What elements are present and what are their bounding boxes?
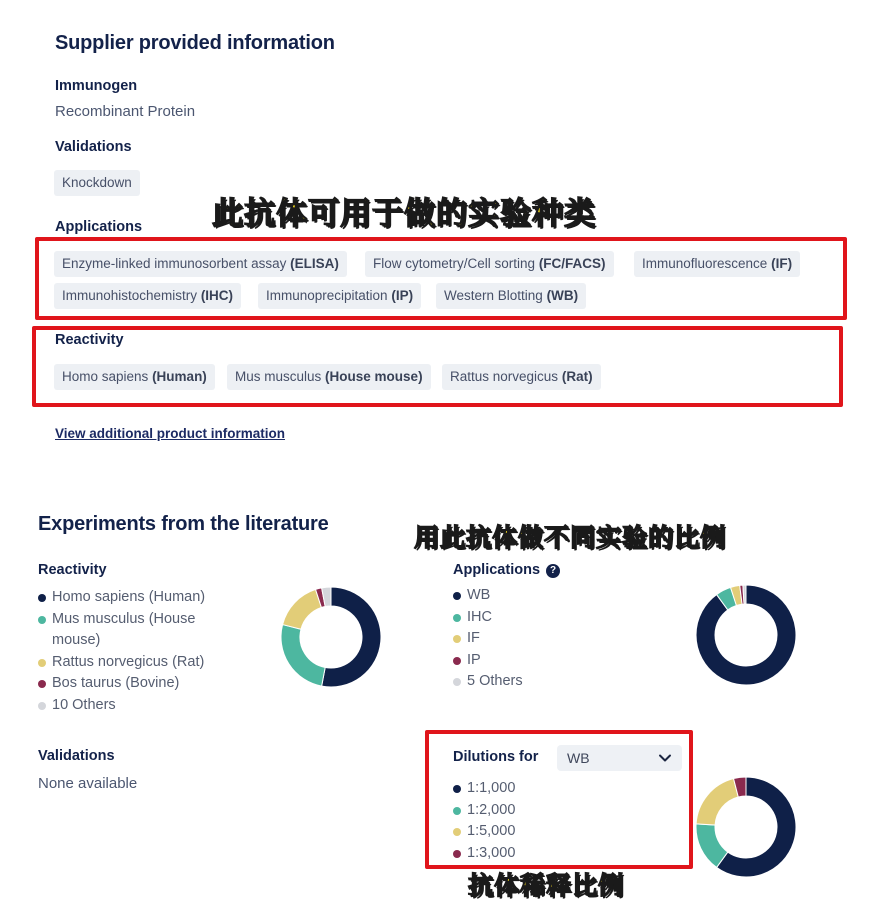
immunogen-value: Recombinant Protein bbox=[55, 103, 196, 120]
legend-item: 1:2,000 bbox=[453, 800, 613, 822]
legend-item: 1:3,000 bbox=[453, 843, 613, 865]
literature-validations-value: None available bbox=[38, 775, 138, 792]
legend-swatch bbox=[38, 680, 46, 688]
dilution-caption: 抗体稀释比例 bbox=[468, 871, 625, 900]
legend-swatch bbox=[453, 592, 461, 600]
legend-swatch bbox=[38, 616, 46, 624]
help-icon[interactable]: ? bbox=[546, 564, 560, 578]
immunogen-label: Immunogen bbox=[55, 78, 138, 94]
dilutions-select-value: WB bbox=[567, 750, 590, 766]
ratio-caption: 用此抗体做不同实验的比例 bbox=[414, 523, 727, 552]
legend-item: WB bbox=[453, 585, 613, 607]
literature-applications-label: Applications ? bbox=[453, 562, 560, 578]
legend-item: 1:1,000 bbox=[453, 778, 613, 800]
legend-item: Bos taurus (Bovine) bbox=[38, 673, 233, 695]
legend-swatch bbox=[453, 635, 461, 643]
application-tag: Immunoprecipitation (IP) bbox=[258, 283, 421, 309]
supplier-title: Supplier provided information bbox=[55, 32, 335, 54]
applications-donut-chart bbox=[695, 584, 797, 686]
legend-swatch bbox=[453, 657, 461, 665]
legend-item: IHC bbox=[453, 607, 613, 629]
legend-item: Rattus norvegicus (Rat) bbox=[38, 652, 233, 674]
literature-reactivity-label: Reactivity bbox=[38, 562, 107, 578]
legend-swatch bbox=[38, 702, 46, 710]
application-tag: Immunofluorescence (IF) bbox=[634, 251, 800, 277]
reactivity-legend bbox=[38, 587, 233, 716]
application-tag: Enzyme-linked immunosorbent assay (ELISA) bbox=[54, 251, 347, 277]
legend-item: 5 Others bbox=[453, 671, 613, 693]
dilutions-donut-chart bbox=[695, 776, 797, 878]
validations-label: Validations bbox=[55, 139, 132, 155]
donut-slice-1-5-000[interactable] bbox=[696, 779, 738, 825]
donut-slice-rattus-norvegicus-rat-[interactable] bbox=[283, 589, 322, 629]
validation-tag: Knockdown bbox=[54, 170, 140, 196]
reactivity-tag: Homo sapiens (Human) bbox=[54, 364, 215, 390]
legend-swatch bbox=[453, 614, 461, 622]
application-tag: Immunohistochemistry (IHC) bbox=[54, 283, 241, 309]
applications-caption: 此抗体可用于做的实验种类 bbox=[212, 196, 596, 232]
applications-highlight-box bbox=[35, 237, 847, 320]
legend-item: IP bbox=[453, 650, 613, 672]
reactivity-donut-chart bbox=[280, 586, 382, 688]
dilutions-highlight-box bbox=[425, 730, 693, 869]
reactivity-tag: Mus musculus (House mouse) bbox=[227, 364, 431, 390]
literature-validations-label: Validations bbox=[38, 748, 115, 764]
legend-item: IF bbox=[453, 628, 613, 650]
reactivity-label: Reactivity bbox=[55, 332, 124, 348]
applications-label: Applications bbox=[55, 219, 143, 235]
applications-legend bbox=[453, 585, 613, 693]
legend-item: Mus musculus (House mouse) bbox=[38, 609, 233, 652]
dilutions-label: Dilutions for bbox=[453, 749, 539, 765]
donut-slice-mus-musculus-house-mouse-[interactable] bbox=[281, 625, 325, 687]
view-additional-info-link[interactable]: View additional product information bbox=[55, 426, 286, 441]
legend-item: 1:5,000 bbox=[453, 821, 613, 843]
legend-swatch bbox=[38, 659, 46, 667]
legend-item: Homo sapiens (Human) bbox=[38, 587, 233, 609]
legend-swatch bbox=[453, 678, 461, 686]
application-tag: Western Blotting (WB) bbox=[436, 283, 586, 309]
application-tag: Flow cytometry/Cell sorting (FC/FACS) bbox=[365, 251, 614, 277]
literature-title: Experiments from the literature bbox=[38, 513, 329, 535]
reactivity-highlight-box bbox=[32, 326, 843, 407]
legend-item: 10 Others bbox=[38, 695, 233, 717]
legend-swatch bbox=[38, 594, 46, 602]
reactivity-tag: Rattus norvegicus (Rat) bbox=[442, 364, 601, 390]
